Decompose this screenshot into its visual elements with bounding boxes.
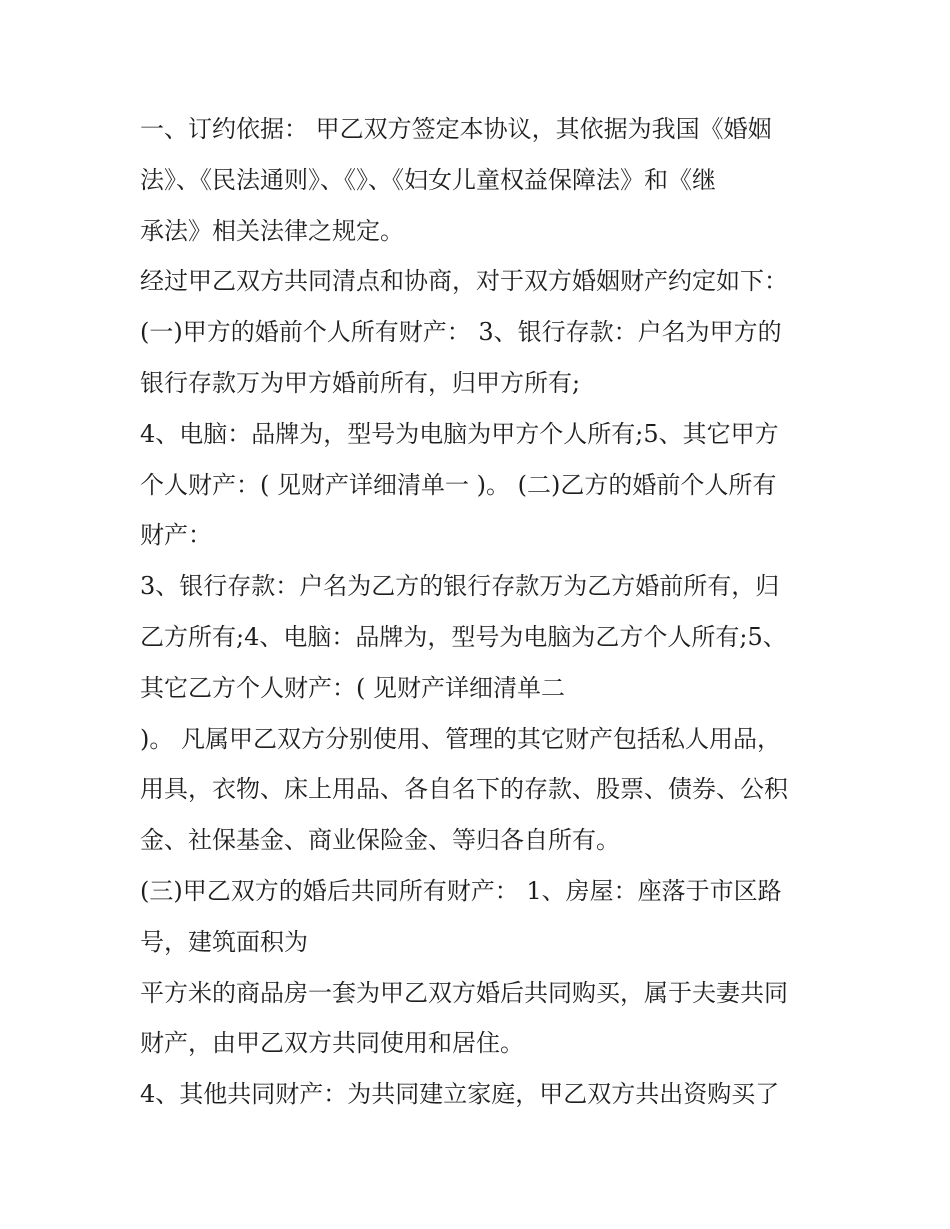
text-line: 4、其他共同财产：为共同建立家庭，甲乙双方共出资购买了 — [140, 1080, 780, 1109]
text-line: 4、电脑：品牌为，型号为电脑为甲方个人所有;5、其它甲方 — [140, 419, 779, 448]
text-line: 财产，由甲乙双方共同使用和居住。 — [140, 1029, 524, 1058]
text-line: 金、社保基金、商业保险金、等归各自所有。 — [140, 826, 620, 855]
text-line: 法》、《民法通则》、《》、《妇女儿童权益保障法》和《继 — [140, 165, 716, 194]
text-line: 个人财产：( 见财产详细清单一 )。 (二)乙方的婚前个人所有 — [140, 470, 777, 499]
text-line: 承法》相关法律之规定。 — [140, 216, 404, 245]
text-line: 经过甲乙双方共同清点和协商，对于双方婚姻财产约定如下： — [140, 267, 788, 296]
text-line: (三)甲乙双方的婚后共同所有财产： 1、房屋：座落于市区路 — [140, 876, 782, 905]
text-line: 一、订约依据： 甲乙双方签定本协议，其依据为我国《婚姻 — [140, 115, 772, 143]
text-line: 3、银行存款：户名为乙方的银行存款万为乙方婚前所有，归 — [140, 572, 780, 601]
text-line: )。 凡属甲乙双方分别使用、管理的其它财产包括私人用品， — [140, 724, 781, 753]
text-line: 号，建筑面积为 — [140, 927, 308, 956]
text-line: 银行存款万为甲方婚前所有，归甲方所有; — [140, 368, 581, 397]
text-line: 财产： — [140, 521, 212, 550]
text-line: 平方米的商品房一套为甲乙双方婚后共同购买，属于夫妻共同 — [140, 978, 788, 1007]
text-line: 其它乙方个人财产：( 见财产详细清单二 — [140, 673, 565, 702]
text-line: 用具，衣物、床上用品、各自名下的存款、股票、债券、公积 — [140, 775, 788, 804]
text-line: 乙方所有;4、电脑：品牌为，型号为电脑为乙方个人所有;5、 — [140, 622, 787, 651]
document-body — [140, 104, 820, 1120]
text-line: (一)甲方的婚前个人所有财产： 3、银行存款：户名为甲方的 — [140, 318, 782, 347]
